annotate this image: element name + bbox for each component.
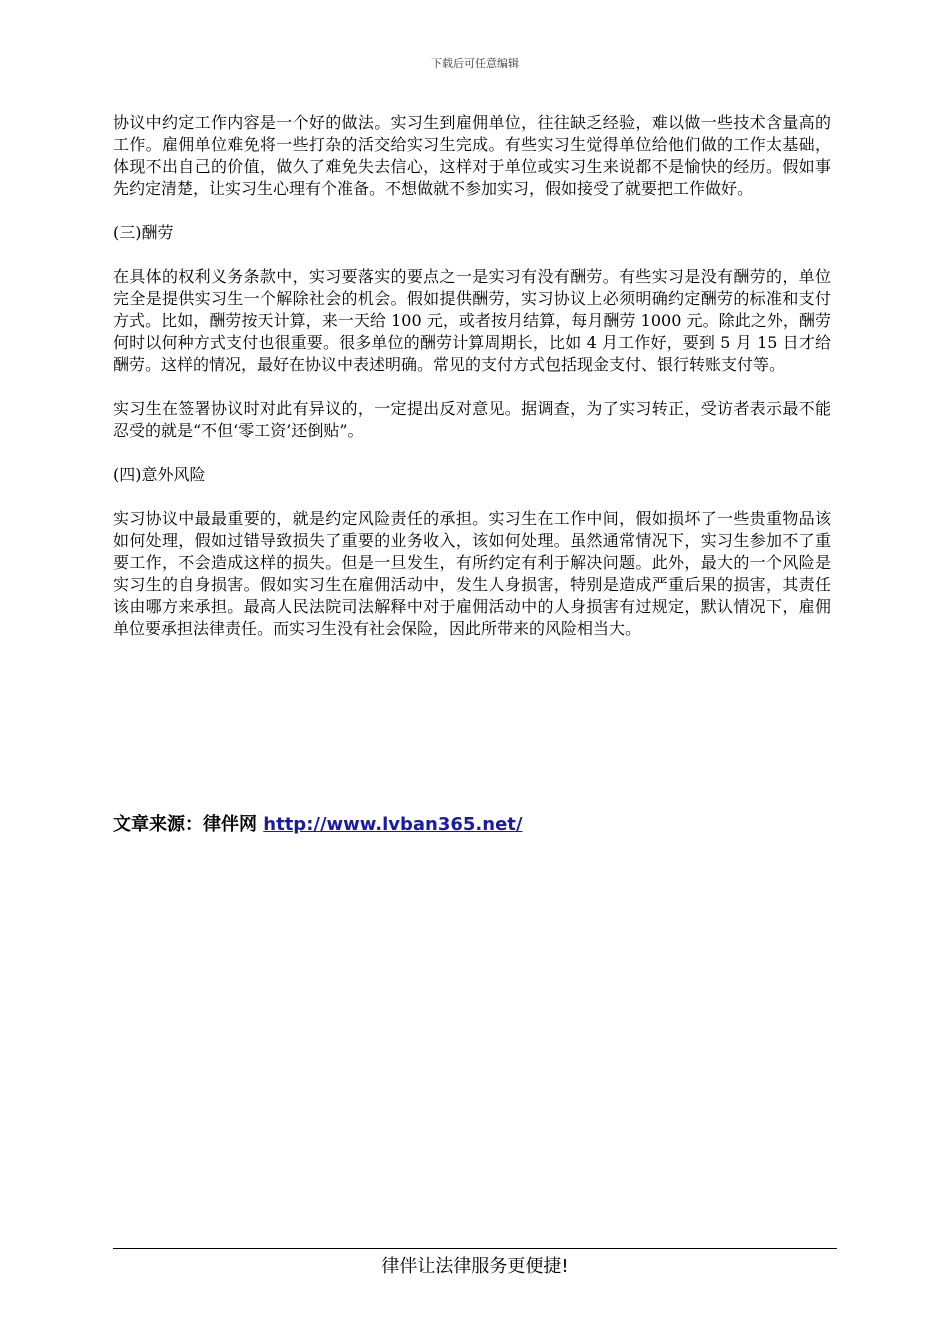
footer-divider — [113, 1248, 837, 1249]
spacer — [113, 376, 831, 398]
section-heading-accident-risk: (四)意外风险 — [113, 465, 206, 484]
spacer — [113, 200, 831, 222]
page-header: 下载后可任意编辑 — [431, 57, 519, 70]
article-source-label: 文章来源：律伴网 — [113, 814, 264, 835]
paragraph-objection: 实习生在签署协议时对此有异议的，一定提出反对意见。据调查，为了实习转正，受访者表示最不能忍受的就是“不但‘零工资’还倒贴”。 — [113, 399, 831, 440]
section-heading-remuneration: (三)酬劳 — [113, 223, 174, 242]
paragraph-risk: 实习协议中最最重要的，就是约定风险责任的承担。实习生在工作中间，假如损坏了一些贵重物品该如何处理，假如过错导致损失了重要的业务收入，该如何处理。虽然通常情况下，实习生参加不了重要工作，不会造成这样的损失。但是一旦发生，有所约定有利于解决问题。此外，最大的一个风险是实习生的自身损害。假如实习生在雇佣活动中，发生人身损害，特别是造成严重后果的损害，其责任该由哪方来承担。最高人民法院司法解释中对于雇佣活动中的人身损害有过规定，默认情况下，雇佣单位要承担法律责任。而实习生没有社会保险，因此所带来的风险相当大。 — [113, 509, 831, 638]
paragraph-work-content: 协议中约定工作内容是一个好的做法。实习生到雇佣单位，往往缺乏经验，难以做一些技术含量高的工作。雇佣单位难免将一些打杂的活交给实习生完成。有些实习生觉得单位给他们做的工作太基础，体现不出自己的价值，做久了难免失去信心，这样对于单位或实习生来说都不是愉快的经历。假如事先约定清楚，让实习生心理有个准备。不想做就不参加实习，假如接受了就要把工作做好。 — [113, 113, 831, 198]
paragraph-remuneration: 在具体的权利义务条款中，实习要落实的要点之一是实习有没有酬劳。有些实习是没有酬劳的，单位完全是提供实习生一个解除社会的机会。假如提供酬劳，实习协议上必须明确约定酬劳的标准和支付方式。比如，酬劳按天计算，来一天给 100 元，或者按月结算，每月酬劳 1000 元。除此之外，酬劳何时以何种方式支付也很重要。很多单位的酬劳计算周期长，比如 4 月工作好，要到 5 月 15 日才给酬劳。这样的情况，最好在协议中表述明确。常见的支付方式包括现金支付、银行转账支付等。 — [113, 267, 831, 374]
document-body — [113, 112, 831, 640]
article-source — [113, 813, 522, 837]
spacer — [113, 442, 831, 464]
page-footer: 律伴让法律服务更便捷! — [381, 1256, 569, 1277]
article-source-link[interactable]: http://www.lvban365.net/ — [263, 814, 523, 835]
spacer — [113, 486, 831, 508]
spacer — [113, 244, 831, 266]
